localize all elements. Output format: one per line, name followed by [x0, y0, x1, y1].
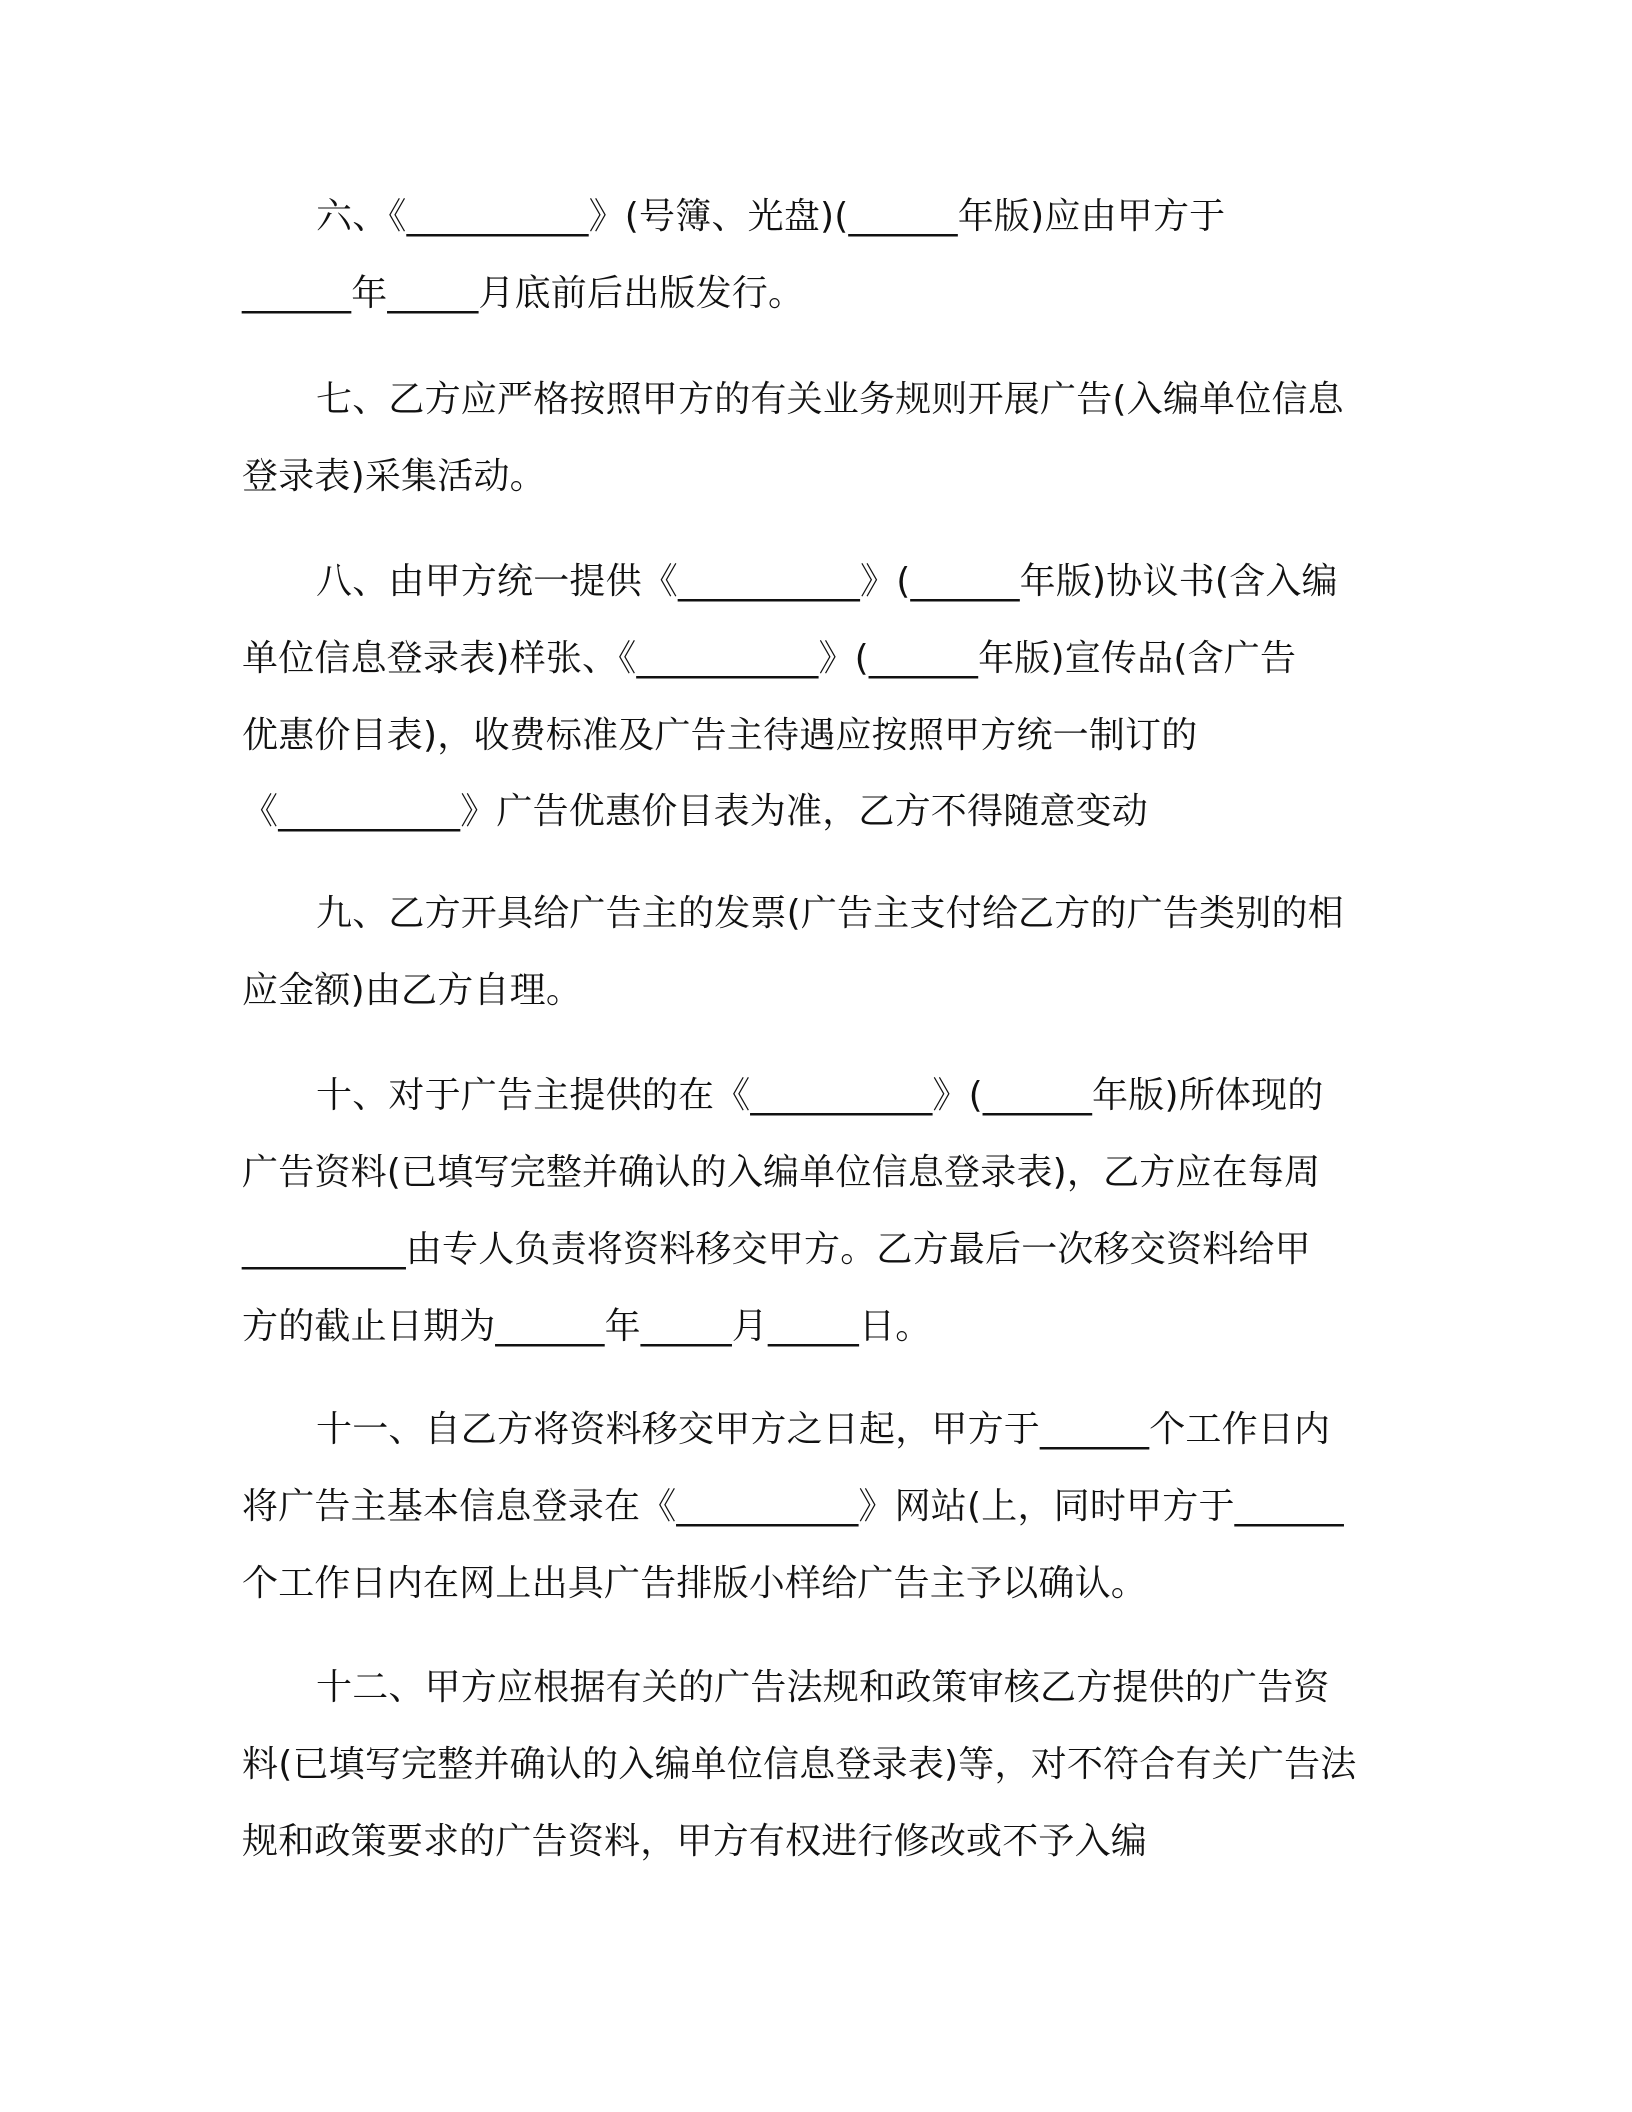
- clause-line: 优惠价目表)，收费标准及广告主待遇应按照甲方统一制订的: [242, 715, 1198, 756]
- clause-line: 十二、甲方应根据有关的广告法规和政策审核乙方提供的广告资: [316, 1667, 1330, 1708]
- clause-line: ______年_____月底前后出版发行。: [242, 273, 805, 314]
- clause-line: 广告资料(已填写完整并确认的入编单位信息登录表)，乙方应在每周: [242, 1152, 1321, 1193]
- clause-line: 登录表)采集活动。: [242, 456, 546, 497]
- clause-line: 十、对于广告主提供的在《__________》(______年版)所体现的: [316, 1075, 1324, 1116]
- clause-line: 六、《__________》(号簿、光盘)(______年版)应由甲方于: [316, 196, 1226, 237]
- clause-line: 应金额)由乙方自理。: [242, 970, 583, 1011]
- clause-line: 九、乙方开具给广告主的发票(广告主支付给乙方的广告类别的相: [316, 893, 1344, 934]
- clause-line: 单位信息登录表)样张、《__________》(______年版)宣传品(含广告: [242, 638, 1297, 679]
- clause-line: 个工作日内在网上出具广告排版小样给广告主予以确认。: [242, 1563, 1148, 1604]
- clause-line: 方的截止日期为______年_____月_____日。: [242, 1306, 932, 1347]
- clause-line: _________由专人负责将资料移交甲方。乙方最后一次移交资料给甲: [242, 1229, 1311, 1270]
- clause-line: 将广告主基本信息登录在《__________》网站(上，同时甲方于______: [242, 1486, 1344, 1527]
- clause-line: 十一、自乙方将资料移交甲方之日起，甲方于______个工作日内: [316, 1409, 1331, 1450]
- clause-line: 料(已填写完整并确认的入编单位信息登录表)等，对不符合有关广告法: [242, 1744, 1357, 1785]
- clause-line: 规和政策要求的广告资料，甲方有权进行修改或不予入编: [242, 1821, 1148, 1862]
- clause-line: 七、乙方应严格按照甲方的有关业务规则开展广告(入编单位信息: [316, 379, 1344, 420]
- clause-line: 《__________》广告优惠价目表为准，乙方不得随意变动: [242, 791, 1149, 832]
- clause-line: 八、由甲方统一提供《__________》(______年版)协议书(含入编: [316, 561, 1338, 602]
